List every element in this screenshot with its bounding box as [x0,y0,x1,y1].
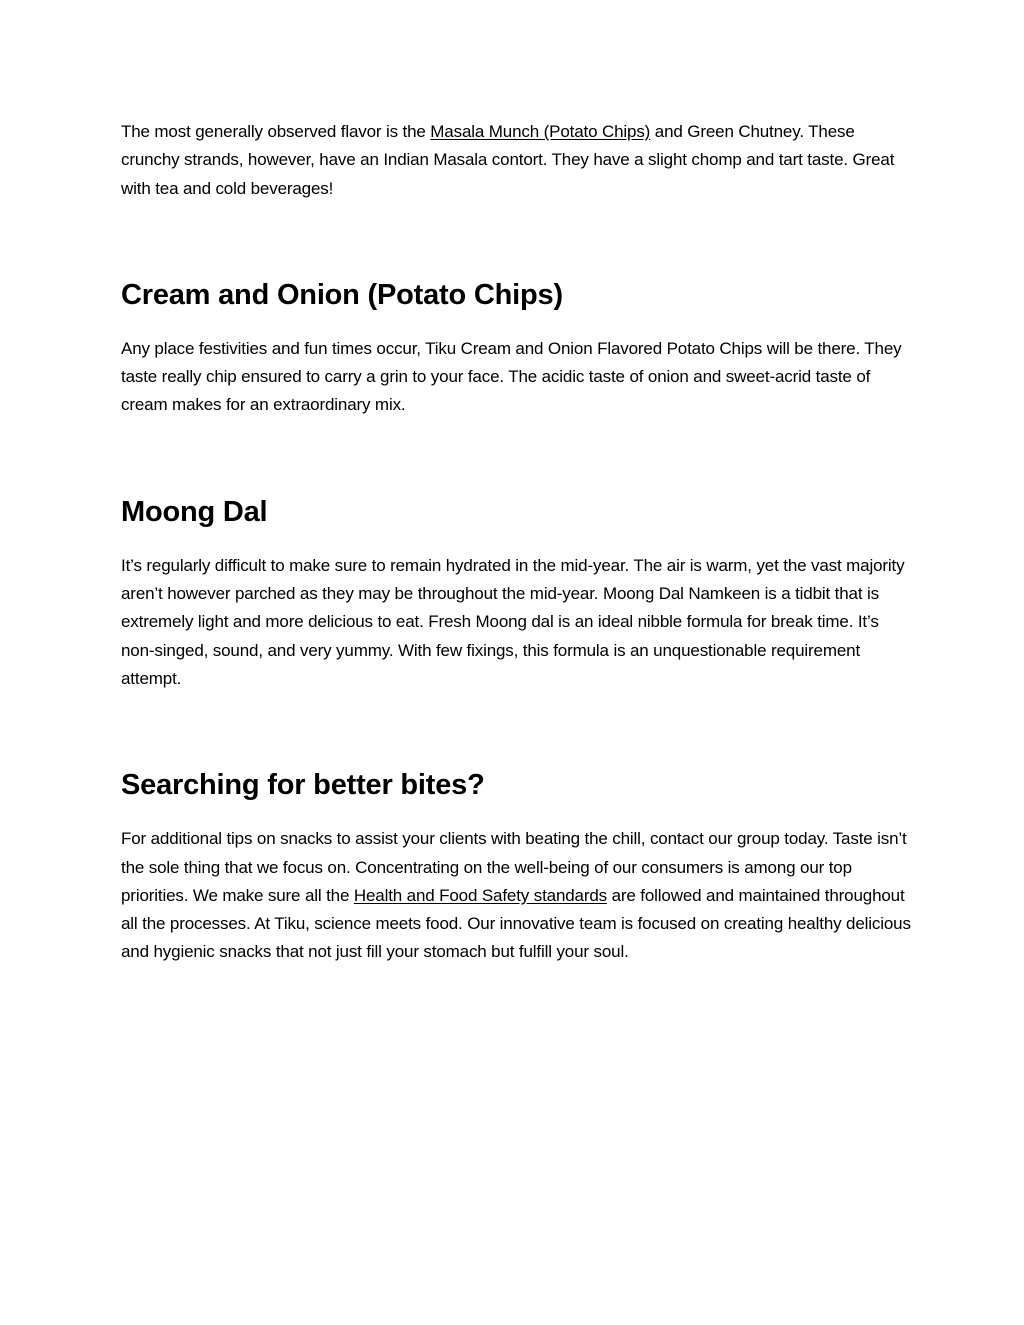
moong-dal-heading: Moong Dal [121,495,268,528]
masala-munch-link[interactable]: Masala Munch (Potato Chips) [430,122,651,141]
better-bites-paragraph [121,825,911,966]
health-food-safety-link[interactable]: Health and Food Safety standards [353,885,608,905]
spacer [121,805,911,825]
moong-dal-paragraph: It’s regularly difficult to make sure to remain hydrated in the mid-year. The air is warm, yet the vast majority aren’t however parched as they may be throughout the mid-year. Moong Dal Namkeen is a tidbit that is extremely light and more delicious to eat. Fresh Moong dal is an ideal nibble formula for break time. It’s non-singed, sound, and very yummy. With few fixings, this formula is an unquestionable requirement attempt. [121,555,905,688]
cream-onion-heading: Cream and Onion (Potato Chips) [121,278,563,311]
spacer [121,532,911,552]
intro-text-after-link: and Green Chutney. These crunchy strands, however, have an Indian Masala contort. They have a slight chomp and tart taste. Great with tea and cold beverages! [121,122,895,198]
better-bites-text-after-link: are followed and maintained throughout all the processes. At Tiku, science meets food. Our innovative team is focused on creating healthy delicious and hygienic snacks that not just fill your stomach but fulfill your soul. [121,885,911,962]
better-bites-text-before-link: For additional tips on snacks to assist your clients with beating the chill, contact our group today. Taste isn’t the sole thing that we focus on. Concentrating on the well-being of our consumers is among our top priorities. We make sure all the [121,829,907,905]
spacer [121,420,911,492]
intro-paragraph [121,118,911,203]
document-content [121,118,911,967]
intro-text-before-link: The most generally observed flavor is the [121,122,431,141]
spacer [121,315,911,335]
spacer [121,693,911,765]
spacer [121,203,911,275]
cream-onion-paragraph: Any place festivities and fun times occur, Tiku Cream and Onion Flavored Potato Chips will be there. They taste really chip ensured to carry a grin to your face. The acidic taste of onion and sweet-acrid taste of cream makes for an extraordinary mix. [121,338,902,415]
better-bites-heading: Searching for better bites? [121,769,485,802]
